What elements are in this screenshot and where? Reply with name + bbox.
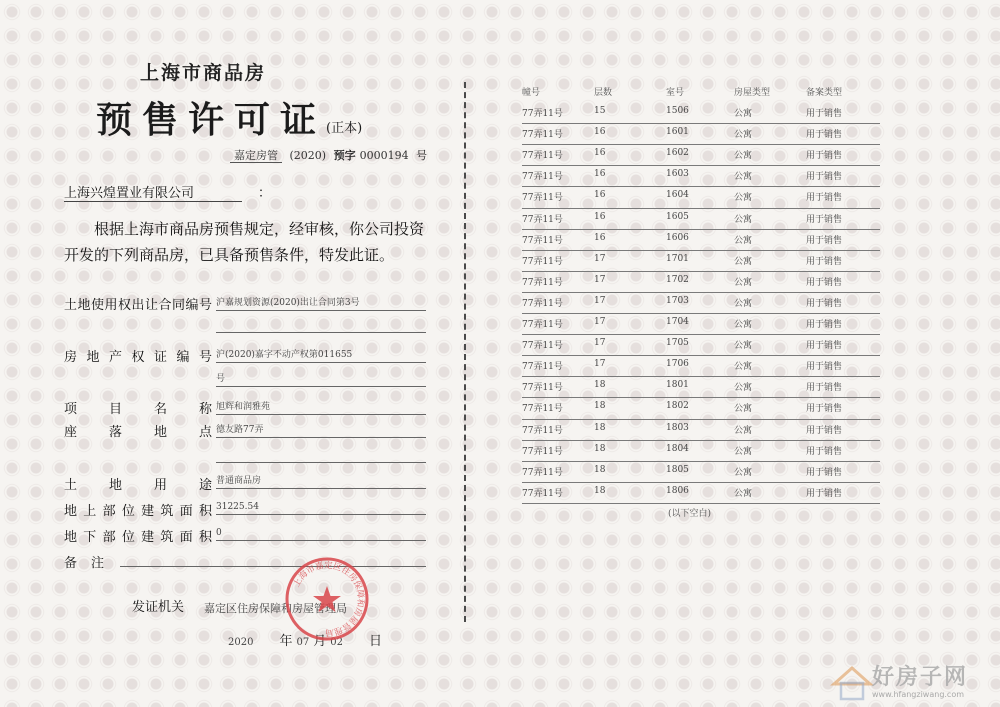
- cell-building: 77弄11号: [522, 172, 563, 183]
- project-name-value: 旭辉和润雅苑: [216, 400, 426, 415]
- cell-floor: 16: [594, 190, 606, 201]
- issue-year: 2020: [228, 637, 254, 648]
- cell-house-type: 公寓: [734, 404, 753, 415]
- cell-filing-type: 用于销售: [806, 488, 843, 499]
- cell-room: 1706: [666, 359, 689, 370]
- table-row: [500, 293, 880, 314]
- cell-room: 1806: [666, 485, 689, 496]
- above-area-label: 地上部位建筑面积: [64, 504, 212, 519]
- issue-day: 02: [330, 637, 343, 648]
- cell-building: 77弄11号: [522, 298, 563, 309]
- cell-building: 77弄11号: [522, 109, 563, 120]
- cell-room: 1801: [666, 380, 689, 391]
- header-floor: 层数: [594, 88, 613, 98]
- land-contract-extra-line: [216, 332, 426, 333]
- cell-house-type: 公寓: [734, 130, 753, 141]
- cell-filing-type: 用于销售: [806, 383, 843, 394]
- cell-room: 1603: [666, 169, 689, 180]
- cell-floor: 18: [594, 422, 606, 433]
- table-row: [500, 420, 880, 441]
- cell-floor: 17: [594, 253, 606, 264]
- table-row: [500, 356, 880, 377]
- cell-room: 1506: [666, 106, 689, 117]
- permit-region: 嘉定房管: [230, 149, 282, 163]
- perforation-divider: [464, 82, 466, 622]
- table-row: [500, 187, 880, 208]
- cell-building: 77弄11号: [522, 425, 563, 436]
- header-filing-type: 备案类型: [806, 88, 843, 98]
- table-row: [500, 335, 880, 356]
- cell-building: 77弄11号: [522, 277, 563, 288]
- table-end-note: (以下空白): [668, 509, 712, 519]
- copy-note: (正本): [326, 121, 363, 136]
- cell-building: 77弄11号: [522, 446, 563, 457]
- table-row: [500, 441, 880, 462]
- table-row: [500, 230, 880, 251]
- issue-month-char: 月: [313, 634, 327, 649]
- cell-building: 77弄11号: [522, 362, 563, 373]
- company-colon: ：: [258, 186, 272, 201]
- document-title-text: 预售许可证: [96, 99, 327, 141]
- permit-number: 0000194: [359, 149, 409, 162]
- cell-floor: 16: [594, 211, 606, 222]
- table-row: [500, 145, 880, 166]
- cell-floor: 17: [594, 338, 606, 349]
- table-row: [500, 209, 880, 230]
- location-label: 座落地点: [64, 425, 212, 440]
- table-row: [500, 398, 880, 419]
- company-name: 上海兴煌置业有限公司: [64, 186, 242, 202]
- land-use-label: 土地用途: [64, 478, 212, 493]
- cell-building: 77弄11号: [522, 214, 563, 225]
- issuer-label: 发证机关: [132, 600, 185, 615]
- cell-room: 1605: [666, 211, 689, 222]
- cell-room: 1704: [666, 317, 689, 328]
- watermark-url: www.hfangziwang.com: [872, 690, 965, 699]
- cell-floor: 18: [594, 443, 606, 454]
- cell-house-type: 公寓: [734, 214, 753, 225]
- issue-month: 07: [296, 637, 310, 648]
- cell-room: 1604: [666, 190, 689, 201]
- cell-house-type: 公寓: [734, 425, 753, 436]
- cell-room: 1602: [666, 148, 689, 159]
- cell-floor: 18: [594, 401, 606, 412]
- table-row: [500, 377, 880, 398]
- cell-room: 1702: [666, 274, 689, 285]
- permit-number-line: [230, 147, 431, 163]
- cell-filing-type: 用于销售: [806, 277, 843, 288]
- cell-filing-type: 用于销售: [806, 446, 843, 457]
- cell-house-type: 公寓: [734, 109, 753, 120]
- cell-house-type: 公寓: [734, 256, 753, 267]
- property-cert-value: 沪(2020)嘉字不动产权第011655: [216, 348, 426, 363]
- cell-house-type: 公寓: [734, 341, 753, 352]
- location-extra-line: [216, 462, 426, 463]
- cell-house-type: 公寓: [734, 362, 753, 373]
- cell-floor: 18: [594, 464, 606, 475]
- cell-filing-type: 用于销售: [806, 151, 843, 162]
- table-row: [500, 251, 880, 272]
- document-title: [96, 92, 362, 143]
- cell-floor: 17: [594, 359, 606, 370]
- cell-floor: 17: [594, 295, 606, 306]
- cell-room: 1803: [666, 422, 689, 433]
- cell-floor: 15: [594, 106, 606, 117]
- table-row: [500, 462, 880, 483]
- cell-room: 1804: [666, 443, 689, 454]
- issue-day-char: 日: [368, 634, 382, 649]
- table-row: [500, 103, 880, 124]
- cell-house-type: 公寓: [734, 172, 753, 183]
- cell-floor: 16: [594, 232, 606, 243]
- cell-floor: 18: [594, 485, 606, 496]
- issue-year-char: 年: [279, 634, 293, 649]
- seal-text: 上海市嘉定区住房保障和房屋管理局: [291, 560, 366, 638]
- cell-room: 1601: [666, 127, 689, 138]
- permit-statement: 根据上海市商品房预售规定，经审核，你公司投资开发的下列商品房，已具备预售条件，特发此证。: [64, 220, 425, 264]
- permit-year: (2020): [289, 149, 327, 162]
- cell-building: 77弄11号: [522, 256, 563, 267]
- cell-filing-type: 用于销售: [806, 298, 843, 309]
- cell-floor: 17: [594, 317, 606, 328]
- cell-house-type: 公寓: [734, 235, 753, 246]
- cell-filing-type: 用于销售: [806, 109, 843, 120]
- cell-house-type: 公寓: [734, 488, 753, 499]
- cell-house-type: 公寓: [734, 298, 753, 309]
- cell-filing-type: 用于销售: [806, 130, 843, 141]
- cell-filing-type: 用于销售: [806, 404, 843, 415]
- cell-building: 77弄11号: [522, 193, 563, 204]
- cell-building: 77弄11号: [522, 383, 563, 394]
- company-line: [64, 182, 271, 201]
- cell-building: 77弄11号: [522, 320, 563, 331]
- cell-house-type: 公寓: [734, 193, 753, 204]
- cell-filing-type: 用于销售: [806, 425, 843, 436]
- cell-floor: 16: [594, 127, 606, 138]
- cell-floor: 16: [594, 148, 606, 159]
- table-row: [500, 166, 880, 187]
- unit-table: [500, 82, 880, 504]
- cell-filing-type: 用于销售: [806, 256, 843, 267]
- cell-building: 77弄11号: [522, 151, 563, 162]
- cell-filing-type: 用于销售: [806, 320, 843, 331]
- header-room: 室号: [666, 88, 685, 98]
- cell-filing-type: 用于销售: [806, 341, 843, 352]
- cell-filing-type: 用于销售: [806, 193, 843, 204]
- cell-house-type: 公寓: [734, 320, 753, 331]
- cell-house-type: 公寓: [734, 446, 753, 457]
- location-value: 德友路77弄: [216, 423, 426, 438]
- cell-building: 77弄11号: [522, 341, 563, 352]
- cell-building: 77弄11号: [522, 404, 563, 415]
- row-rule-line: [522, 503, 880, 504]
- cell-building: 77弄11号: [522, 235, 563, 246]
- cell-filing-type: 用于销售: [806, 214, 843, 225]
- permit-suffix: 号: [416, 149, 428, 162]
- cell-room: 1705: [666, 338, 689, 349]
- table-header-row: [500, 82, 880, 103]
- property-cert-value-cont: 号: [216, 372, 426, 387]
- cell-room: 1703: [666, 295, 689, 306]
- header-building: 幢号: [522, 88, 541, 98]
- cell-room: 1805: [666, 464, 689, 475]
- below-area-value: 0: [216, 526, 426, 541]
- property-cert-label: 房地产权证编号: [64, 350, 212, 365]
- table-row: [500, 272, 880, 293]
- cell-filing-type: 用于销售: [806, 235, 843, 246]
- watermark-text: 好房子网: [872, 665, 969, 690]
- above-area-value: 31225.54: [216, 500, 426, 515]
- cell-filing-type: 用于销售: [806, 172, 843, 183]
- cell-room: 1802: [666, 401, 689, 412]
- land-contract-value: 沪嘉规划资源(2020)出让合同第3号: [216, 296, 426, 311]
- cell-floor: 16: [594, 169, 606, 180]
- cell-filing-type: 用于销售: [806, 362, 843, 373]
- project-name-label: 项目名称: [64, 402, 212, 417]
- official-seal-icon: [284, 556, 370, 642]
- cell-building: 77弄11号: [522, 488, 563, 499]
- cell-house-type: 公寓: [734, 277, 753, 288]
- land-use-value: 普通商品房: [216, 474, 426, 489]
- remarks-label: 备注: [64, 556, 104, 571]
- cell-floor: 17: [594, 274, 606, 285]
- cell-room: 1606: [666, 232, 689, 243]
- table-row: [500, 314, 880, 335]
- cell-building: 77弄11号: [522, 130, 563, 141]
- cell-house-type: 公寓: [734, 467, 753, 478]
- remarks-value: [120, 552, 426, 567]
- cell-filing-type: 用于销售: [806, 467, 843, 478]
- table-row: [500, 483, 880, 504]
- header-house-type: 房屋类型: [734, 88, 771, 98]
- permit-type: 预字: [333, 149, 356, 162]
- issuer-name: 嘉定区住房保障和房屋管理局: [204, 602, 347, 615]
- city-title: 上海市商品房: [140, 62, 267, 84]
- cell-room: 1701: [666, 253, 689, 264]
- below-area-label: 地下部位建筑面积: [64, 530, 212, 545]
- cell-house-type: 公寓: [734, 383, 753, 394]
- land-contract-label: 土地使用权出让合同编号: [64, 298, 212, 313]
- cell-floor: 18: [594, 380, 606, 391]
- cell-house-type: 公寓: [734, 151, 753, 162]
- cell-building: 77弄11号: [522, 467, 563, 478]
- table-row: [500, 124, 880, 145]
